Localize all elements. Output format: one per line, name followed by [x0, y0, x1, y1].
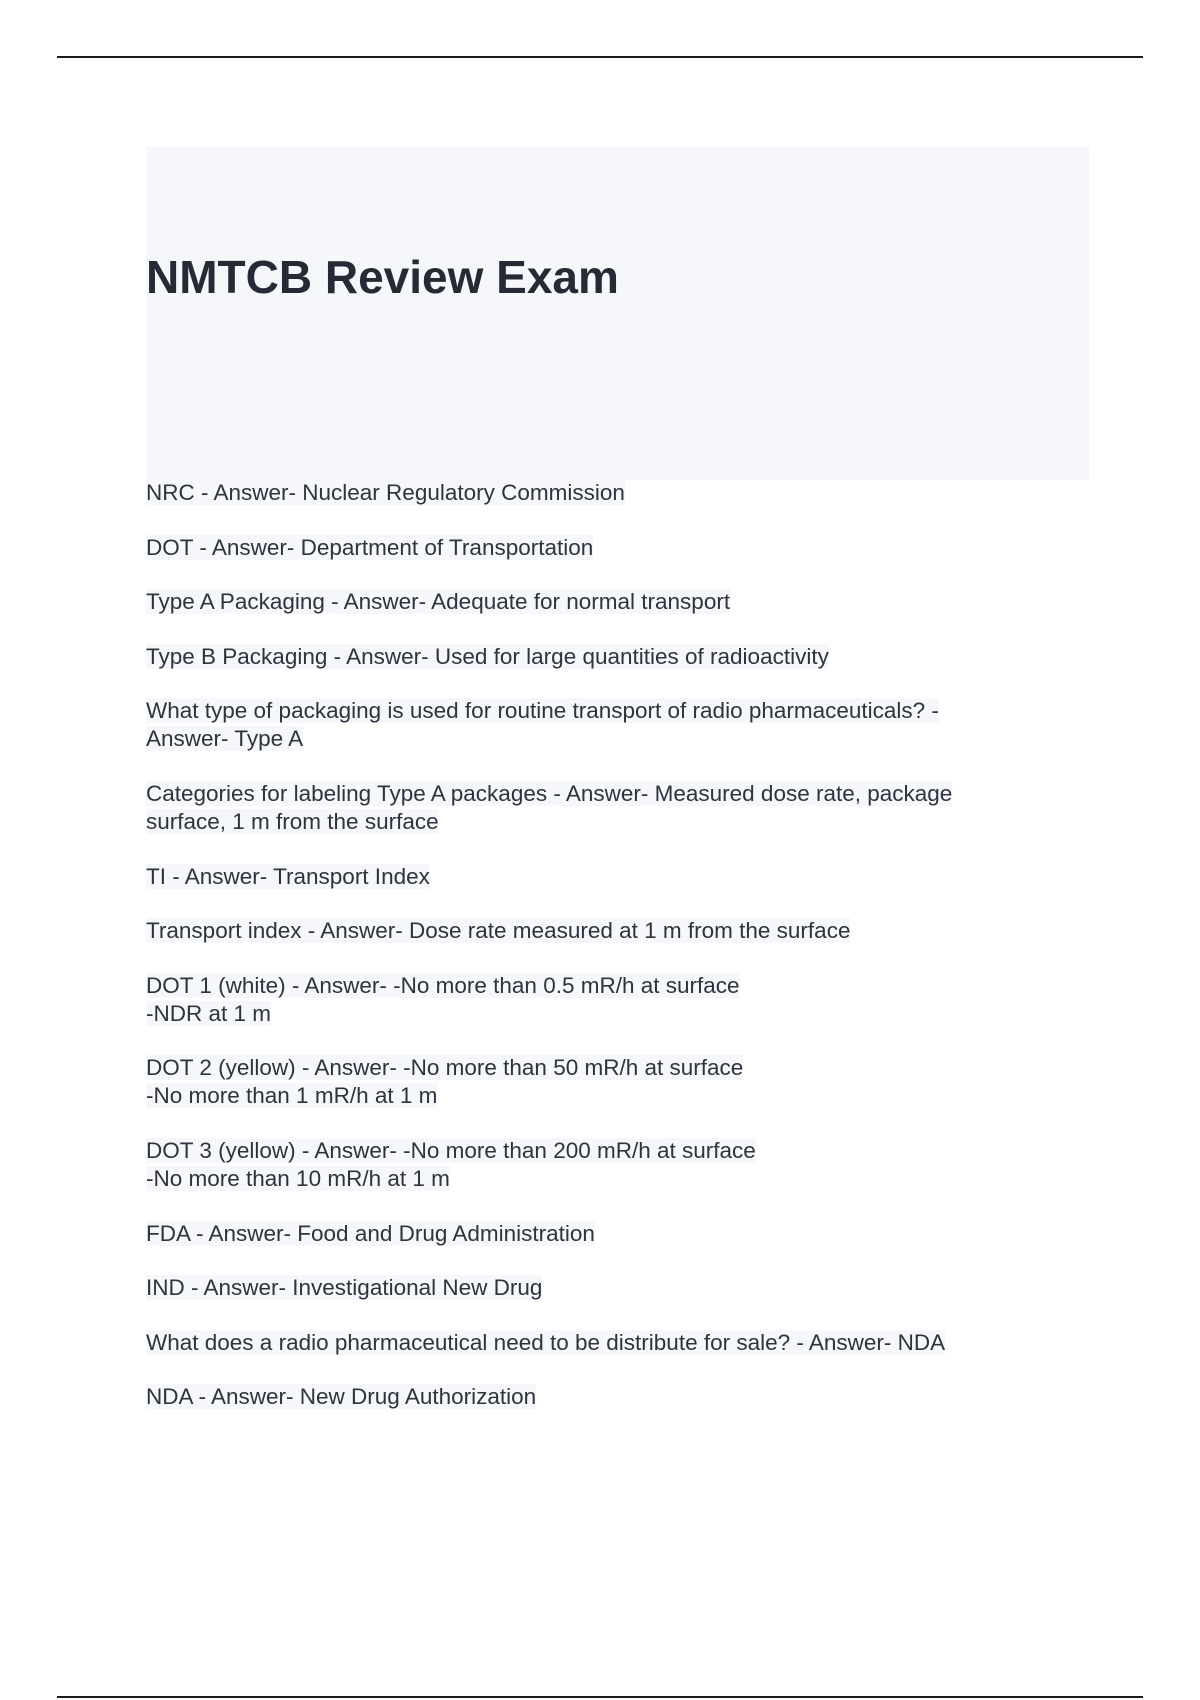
- qa-text: Type A Packaging - Answer- Adequate for normal transport: [146, 589, 731, 615]
- qa-text: Type B Packaging - Answer- Used for large quantities of radioactivity: [146, 643, 829, 669]
- qa-item: [146, 588, 1096, 616]
- title-panel: [146, 146, 1089, 480]
- qa-text: FDA - Answer- Food and Drug Administration: [146, 1220, 595, 1246]
- qa-item: [146, 1329, 1096, 1357]
- qa-item: [146, 479, 1096, 507]
- qa-text: DOT - Answer- Department of Transportation: [146, 534, 594, 560]
- page-title: NMTCB Review Exam: [146, 251, 619, 303]
- qa-item: [146, 697, 1096, 753]
- qa-text: What does a radio pharmaceutical need to be distribute for sale? - Answer- NDA: [146, 1329, 946, 1355]
- qa-item: [146, 780, 1096, 836]
- qa-text: Transport index - Answer- Dose rate measured at 1 m from the surface: [146, 918, 851, 944]
- qa-item: [146, 917, 1096, 945]
- qa-text: Categories for labeling Type A packages - Answer- Measured dose rate, package surface, 1 m from the surface: [146, 780, 953, 834]
- qa-item: [146, 863, 1096, 891]
- qa-text: DOT 1 (white) - Answer- -No more than 0.5 mR/h at surface -NDR at 1 m: [146, 972, 740, 1026]
- qa-item: [146, 1137, 1096, 1193]
- qa-text: NDA - Answer- New Drug Authorization: [146, 1384, 537, 1410]
- qa-text: DOT 2 (yellow) - Answer- -No more than 50 mR/h at surface -No more than 1 mR/h at 1 m: [146, 1055, 744, 1109]
- bottom-rule: [57, 1696, 1143, 1698]
- qa-item: [146, 1383, 1096, 1411]
- qa-item: [146, 1274, 1096, 1302]
- qa-text: IND - Answer- Investigational New Drug: [146, 1275, 543, 1301]
- qa-text: DOT 3 (yellow) - Answer- -No more than 200 mR/h at surface -No more than 10 mR/h at 1 m: [146, 1137, 756, 1191]
- qa-text: What type of packaging is used for routine transport of radio pharmaceuticals? - Answer- Type A: [146, 698, 939, 752]
- qa-item: [146, 1054, 1096, 1110]
- qa-item: [146, 643, 1096, 671]
- qa-item: [146, 972, 1096, 1028]
- qa-item: [146, 1220, 1096, 1248]
- qa-item: [146, 534, 1096, 562]
- top-rule: [57, 56, 1143, 58]
- qa-text: NRC - Answer- Nuclear Regulatory Commission: [146, 480, 625, 505]
- qa-list: [146, 479, 1096, 1438]
- qa-text: TI - Answer- Transport Index: [146, 863, 430, 889]
